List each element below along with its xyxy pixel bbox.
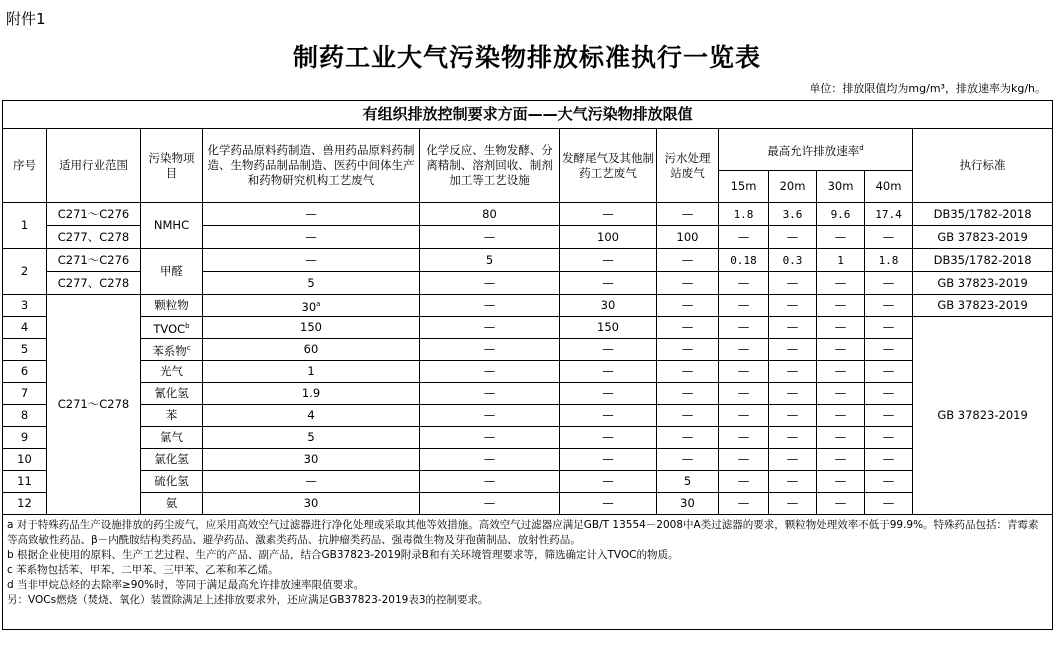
footnote-mark: b (185, 321, 190, 330)
emission-standard-table (2, 100, 1053, 630)
pollutant-cell: 氯化氢 (141, 449, 203, 471)
value-cell: 1 (203, 361, 420, 383)
value-cell: — (657, 249, 719, 272)
value-cell: 1.9 (203, 383, 420, 405)
page-title: 制药工业大气污染物排放标准执行一览表 (292, 43, 761, 72)
rate-cell: — (865, 471, 913, 493)
rate-cell: — (865, 383, 913, 405)
footnote-extra: 另：VOCs燃烧（焚烧、氧化）装置除满足上述排放要求外，还应满足GB37823-2019表3的控制要求。 (7, 594, 489, 606)
value-cell: 30 (203, 493, 420, 515)
row-no: 2 (3, 249, 47, 295)
value-cell: — (420, 493, 560, 515)
rate-cell: — (719, 226, 769, 249)
industry-cell: C271～C276 (47, 249, 141, 272)
pollutant-cell: 光气 (141, 361, 203, 383)
value-cell: 60 (203, 339, 420, 361)
value-cell: 80 (420, 203, 560, 226)
value-cell: 150 (203, 317, 420, 339)
pollutant-cell: 氯气 (141, 427, 203, 449)
header-no: 序号 (3, 129, 47, 203)
value-cell: — (657, 317, 719, 339)
rate-cell: — (719, 449, 769, 471)
header-rate-sup: d (859, 143, 864, 152)
header-h40: 40m (865, 171, 913, 203)
footnote-c: c 苯系物包括苯、甲苯、二甲苯、三甲苯、乙苯和苯乙烯。 (7, 564, 279, 576)
footnote-a: a 对于特殊药品生产设施排放的药尘废气，应采用高效空气过滤器进行净化处理或采取其他等效措施。高效空气过滤器应满足GB/T 13554－2008中A类过滤器的要求，颗粒物处理效率不低于99.9%。特殊药品包括：青霉素等高致敏性药品、β－内酰胺结构类药品、避孕药品、激素类药品、抗肿瘤类药品、强毒微生物及芽孢菌制品、放射性药品。 (7, 519, 1039, 546)
rate-cell: — (719, 427, 769, 449)
rate-cell: — (769, 471, 817, 493)
rate-cell: — (719, 339, 769, 361)
value-cell: 5 (657, 471, 719, 493)
rate-cell: — (865, 493, 913, 515)
unit-note: 单位：排放限值均为mg/m³，排放速率为kg/h。 (809, 82, 1046, 95)
rate-cell: 1.8 (865, 249, 913, 272)
value-cell: — (420, 317, 560, 339)
value-cell: — (203, 249, 420, 272)
value-cell: — (657, 427, 719, 449)
value-cell: — (560, 272, 657, 295)
rate-cell: — (817, 295, 865, 317)
value-cell: — (560, 427, 657, 449)
rate-cell: — (769, 317, 817, 339)
value-cell: — (657, 272, 719, 295)
pollutant-cell: 甲醛 (141, 249, 203, 295)
row-no: 6 (3, 361, 47, 383)
header-process-3: 发酵尾气及其他制药工艺废气 (560, 129, 657, 203)
rate-cell: — (769, 226, 817, 249)
row-no: 3 (3, 295, 47, 317)
industry-cell: C277、C278 (47, 226, 141, 249)
value-cell: 100 (657, 226, 719, 249)
value-cell: — (657, 449, 719, 471)
pollutant-cell: 苯 (141, 405, 203, 427)
value-cell: — (657, 339, 719, 361)
rate-cell: — (769, 449, 817, 471)
value-cell: 5 (203, 427, 420, 449)
rate-cell: — (865, 361, 913, 383)
value-cell: — (657, 295, 719, 317)
row-no: 4 (3, 317, 47, 339)
rate-cell: — (817, 449, 865, 471)
header-standard: 执行标准 (913, 129, 1053, 203)
pollutant-cell (141, 317, 203, 339)
value-cell: — (657, 383, 719, 405)
pollutant-cell (141, 339, 203, 361)
row-no: 8 (3, 405, 47, 427)
value-cell: 5 (420, 249, 560, 272)
rate-cell: — (769, 361, 817, 383)
header-h15: 15m (719, 171, 769, 203)
value-cell: — (657, 203, 719, 226)
row-no: 10 (3, 449, 47, 471)
rate-cell: — (719, 361, 769, 383)
rate-cell: — (769, 272, 817, 295)
header-industry: 适用行业范围 (47, 129, 141, 203)
industry-cell: C277、C278 (47, 272, 141, 295)
rate-cell: — (817, 361, 865, 383)
pollutant-cell: 氰化氢 (141, 383, 203, 405)
rate-cell: — (817, 493, 865, 515)
rate-cell: 17.4 (865, 203, 913, 226)
row-no: 9 (3, 427, 47, 449)
rate-cell: — (817, 383, 865, 405)
pollutant-label: 苯系物 (152, 343, 187, 358)
value-cell: 30 (560, 295, 657, 317)
pollutant-cell: 硫化氢 (141, 471, 203, 493)
value-cell: 4 (203, 405, 420, 427)
value-cell (203, 295, 420, 317)
rate-cell: 1 (817, 249, 865, 272)
value-cell: — (203, 471, 420, 493)
value-cell: — (203, 203, 420, 226)
row-no: 11 (3, 471, 47, 493)
rate-cell: — (769, 493, 817, 515)
header-h20: 20m (769, 171, 817, 203)
value-cell: — (420, 471, 560, 493)
footnote-mark: c (186, 343, 191, 352)
value-cell: — (420, 226, 560, 249)
value-cell: — (203, 226, 420, 249)
header-wastewater: 污水处理站废气 (657, 129, 719, 203)
rate-cell: — (817, 471, 865, 493)
rate-cell: — (817, 427, 865, 449)
rate-cell: — (817, 339, 865, 361)
rate-cell: 3.6 (769, 203, 817, 226)
value-cell: — (420, 449, 560, 471)
rate-cell: — (769, 295, 817, 317)
header-h30: 30m (817, 171, 865, 203)
rate-cell: 9.6 (817, 203, 865, 226)
standard-cell: DB35/1782-2018 (913, 249, 1053, 272)
value-cell: 100 (560, 226, 657, 249)
industry-cell: C271～C276 (47, 203, 141, 226)
standard-cell: GB 37823-2019 (913, 226, 1053, 249)
value-cell: — (420, 361, 560, 383)
value-cell: — (420, 427, 560, 449)
value-cell: 30 (657, 493, 719, 515)
value-text: 30 (301, 299, 317, 314)
row-no: 5 (3, 339, 47, 361)
value-cell: — (657, 361, 719, 383)
value-cell: — (560, 203, 657, 226)
pollutant-label: TVOC (153, 321, 186, 336)
rate-cell: — (865, 226, 913, 249)
rate-cell: — (719, 383, 769, 405)
rate-cell: — (719, 295, 769, 317)
rate-cell: — (769, 339, 817, 361)
rate-cell: — (769, 427, 817, 449)
value-cell: — (560, 471, 657, 493)
rate-cell: — (865, 295, 913, 317)
header-rate (719, 129, 913, 171)
footnote-d: d 当非甲烷总烃的去除率≥90%时，等同于满足最高允许排放速率限值要求。 (7, 579, 365, 591)
standard-group-cell: GB 37823-2019 (913, 317, 1053, 515)
rate-cell: — (865, 272, 913, 295)
header-rate-label: 最高允许排放速率 (767, 143, 860, 158)
rate-cell: 1.8 (719, 203, 769, 226)
rate-cell: — (817, 317, 865, 339)
header-pollutant: 污染物项目 (141, 129, 203, 203)
row-no: 7 (3, 383, 47, 405)
rate-cell: — (769, 383, 817, 405)
value-cell: — (560, 405, 657, 427)
rate-cell: 0.3 (769, 249, 817, 272)
footnotes (3, 515, 1053, 630)
rate-cell: — (817, 272, 865, 295)
value-cell: — (560, 449, 657, 471)
standard-cell: GB 37823-2019 (913, 272, 1053, 295)
industry-group-cell: C271～C278 (47, 295, 141, 515)
value-cell: — (560, 493, 657, 515)
rate-cell: — (865, 317, 913, 339)
value-cell: 30 (203, 449, 420, 471)
value-cell: — (420, 405, 560, 427)
value-cell: — (560, 383, 657, 405)
rate-cell: — (719, 272, 769, 295)
pollutant-cell: 氨 (141, 493, 203, 515)
rate-cell: — (719, 493, 769, 515)
row-no: 1 (3, 203, 47, 249)
value-cell: 150 (560, 317, 657, 339)
rate-cell: — (719, 471, 769, 493)
value-cell: — (420, 295, 560, 317)
section-band-title: 有组织排放控制要求方面——大气污染物排放限值 (3, 101, 1053, 129)
rate-cell: — (817, 226, 865, 249)
pollutant-cell (141, 295, 203, 317)
rate-cell: — (769, 405, 817, 427)
value-cell: — (560, 249, 657, 272)
rate-cell: — (865, 405, 913, 427)
value-cell: — (657, 405, 719, 427)
value-cell: — (420, 383, 560, 405)
pollutant-cell: NMHC (141, 203, 203, 249)
header-process-1: 化学药品原料药制造、兽用药品原料药制造、生物药品制品制造、医药中间体生产和药物研究机构工艺废气 (203, 129, 420, 203)
rate-cell: — (719, 405, 769, 427)
row-no: 12 (3, 493, 47, 515)
value-cell: — (560, 361, 657, 383)
value-cell: — (560, 339, 657, 361)
footnote-b: b 根据企业使用的原料、生产工艺过程、生产的产品、副产品，结合GB37823-2019附录B和有关环境管理要求等，筛选确定计入TVOC的物质。 (7, 549, 679, 561)
pollutant-label: 颗粒物 (154, 298, 189, 312)
rate-cell: — (865, 339, 913, 361)
header-process-2: 化学反应、生物发酵、分离精制、溶剂回收、制剂加工等工艺设施 (420, 129, 560, 203)
rate-cell: — (865, 449, 913, 471)
rate-cell: — (817, 405, 865, 427)
rate-cell: — (865, 427, 913, 449)
attachment-label: 附件1 (6, 10, 46, 28)
rate-cell: — (719, 317, 769, 339)
value-cell: — (420, 339, 560, 361)
footnote-mark: a (316, 299, 321, 308)
standard-cell: GB 37823-2019 (913, 295, 1053, 317)
standard-cell: DB35/1782-2018 (913, 203, 1053, 226)
value-cell: — (420, 272, 560, 295)
value-cell: 5 (203, 272, 420, 295)
rate-cell: 0.18 (719, 249, 769, 272)
